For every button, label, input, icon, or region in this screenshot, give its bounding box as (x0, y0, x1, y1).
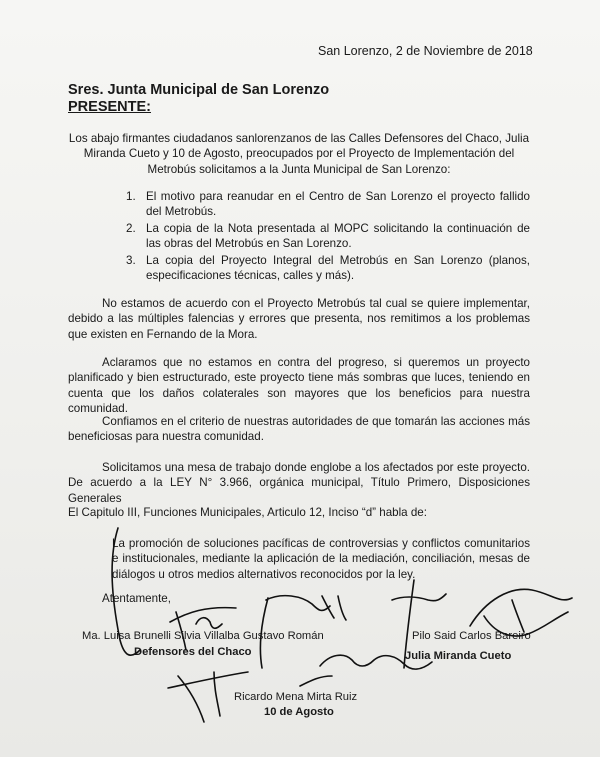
list-item (126, 221, 530, 251)
requests-list (126, 189, 530, 285)
list-item-text: La copia de la Nota presentada al MOPC solicitando la continuación de las obras del Metrobús en San Lorenzo. (146, 222, 530, 250)
signatory-names-bottom: Ricardo Mena Mirta Ruiz (234, 691, 358, 703)
closing: Atentamente, (102, 592, 171, 605)
group-label-agosto: 10 de Agosto (264, 706, 334, 718)
request-line-1: Solicitamos una mesa de trabajo donde englobe a los afectados por este proyecto. (102, 461, 530, 474)
signatory-names-left: Ma. Luisa Brunelli Silvia Villalba Gustavo Román (82, 630, 324, 642)
presente-heading: PRESENTE: (68, 99, 151, 115)
addressee: Sres. Junta Municipal de San Lorenzo (68, 82, 330, 98)
letter-date: San Lorenzo, 2 de Noviembre de 2018 (318, 44, 533, 58)
disagree-text: No estamos de acuerdo con el Proyecto Metrobús tal cual se quiere implementar, debido a las múltiples falencias y errores que presenta, nos remitimos a los problemas que existen en Fernando de la Mora. (68, 297, 530, 341)
article-reference (68, 505, 530, 520)
list-item-number: 1. (126, 190, 136, 203)
request-paragraph (68, 460, 530, 506)
progress-paragraph (68, 355, 530, 416)
intro-paragraph: Los abajo firmantes ciudadanos sanlorenzanos de las Calles Defensores del Chaco, Julia Miranda Cueto y 10 de Agosto, preocupados por el Proyecto de Implementación del Metrobús solicitamos a la Junta Municipal de San Lorenzo: (68, 132, 530, 176)
signature-bareiro (470, 589, 572, 636)
request-line-2: De acuerdo a la LEY N° 3.966, orgánica municipal, Título Primero, Disposiciones Generales (68, 476, 530, 505)
signature-villalba (170, 608, 236, 650)
group-label-julia: Julia Miranda Cueto (405, 650, 512, 662)
request-line-3: El Capitulo III, Funciones Municipales, Articulo 12, Inciso “d” habla de: (68, 506, 427, 519)
list-item (126, 253, 530, 283)
trust-paragraph (68, 414, 530, 445)
list-item-number: 2. (126, 222, 136, 235)
progress-text: Aclaramos que no estamos en contra del progreso, si queremos un proyecto planificado y bien estructurado, este proyecto tiene más sombras que luces, teniendo en cuenta que los daños colaterales son mayores que los beneficios para nuestra comunidad. (68, 356, 530, 415)
list-item-number: 3. (126, 254, 136, 267)
list-item (126, 189, 530, 219)
list-item-text: La copia del Proyecto Integral del Metrobús en San Lorenzo (planos, especificaciones técnicas, calles y más). (146, 254, 530, 282)
signatory-names-right: Pilo Said Carlos Bareiro (412, 630, 531, 642)
disagree-paragraph (68, 296, 530, 342)
list-item-text: El motivo para reanudar en el Centro de San Lorenzo el proyecto fallido del Metrobús. (146, 190, 530, 218)
law-quote: La promoción de soluciones pacíficas de controversias y conflictos comunitarios e institucionales, mediante la aplicación de la mediación, conciliación, mesas de diálogos u otros medios alternativos reconocidos por la ley. (112, 537, 530, 581)
group-label-defensores: Defensores del Chaco (134, 646, 252, 658)
trust-text: Confiamos en el criterio de nuestras autoridades de que tomarán las acciones más beneficiosas para nuestra comunidad. (68, 415, 530, 444)
